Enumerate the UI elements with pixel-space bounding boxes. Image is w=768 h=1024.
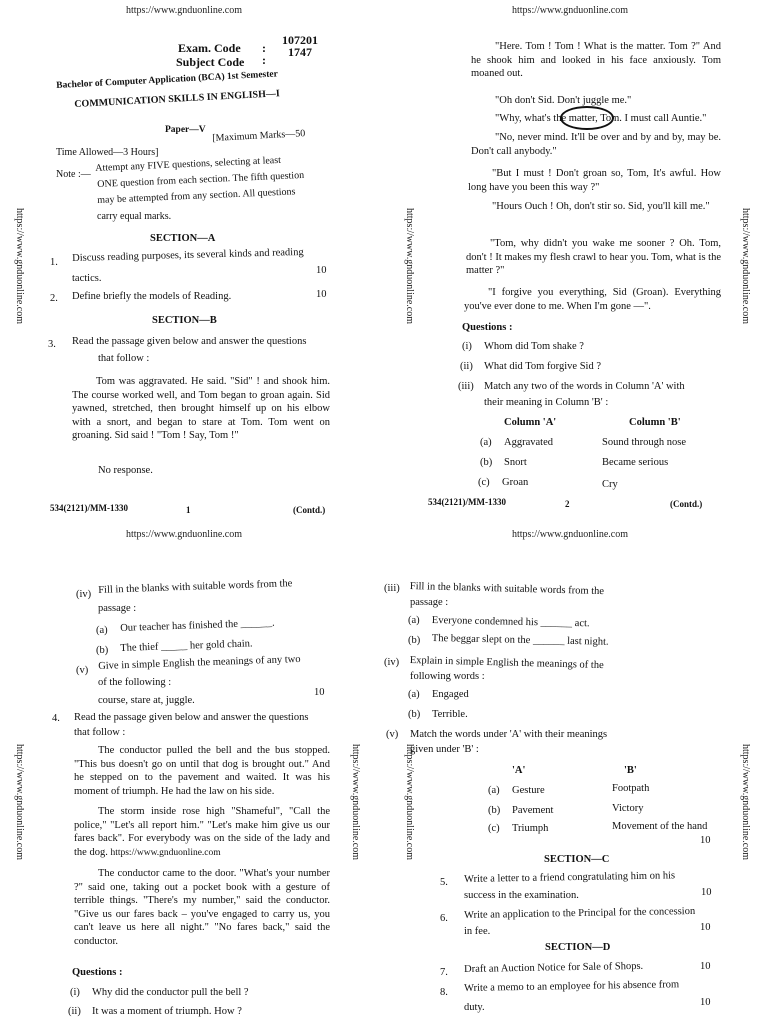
section-a-heading: SECTION—A <box>150 233 216 244</box>
match-a-label: (a) <box>488 785 500 796</box>
match-a-word: Aggravated <box>504 437 553 448</box>
qv-text-line-1: Give in simple English the meanings of any two <box>98 653 301 672</box>
column-b-heading: Column 'B' <box>629 417 681 428</box>
page-3 <box>0 520 384 1024</box>
match-c-meaning: Movement of the hand <box>612 821 708 832</box>
q7-number: 7. <box>440 967 448 978</box>
section-c-heading: SECTION—C <box>544 854 610 865</box>
q4-text-line-1: Read the passage given below and answer the questions <box>74 712 309 723</box>
q6-marks: 10 <box>700 922 711 933</box>
q5-number: 5. <box>440 877 448 888</box>
match-c-label: (c) <box>478 477 490 488</box>
qii-number: (ii) <box>68 1006 81 1017</box>
match-c-meaning: Cry <box>602 479 618 490</box>
footer-contd: (Contd.) <box>293 505 326 515</box>
passage-para-4: "No, never mind. It'll be over and by and by, may be. Don't call anybody." <box>471 132 721 157</box>
q1-text-line-2: tactics. <box>72 273 102 284</box>
qii-text: What did Tom forgive Sid ? <box>484 361 601 372</box>
page-url-top[interactable]: https://www.gnduonline.com <box>126 529 243 540</box>
page-url-side-right[interactable]: https://www.gnduonline.com <box>740 744 751 861</box>
q3-number: 3. <box>48 339 56 350</box>
page-url-top[interactable]: https://www.gnduonline.com <box>512 5 629 16</box>
page-url-side[interactable]: https://www.gnduonline.com <box>404 744 415 861</box>
q1-marks: 10 <box>316 265 327 276</box>
subject-code: 1747 <box>288 45 312 59</box>
paper-number: Paper—V <box>165 125 206 135</box>
q2-text: Define briefly the models of Reading. <box>72 291 232 302</box>
match-b-meaning: Became serious <box>602 457 669 468</box>
qiv-a-label: (a) <box>96 625 108 636</box>
page-url-side-right[interactable]: https://www.gnduonline.com <box>350 744 361 861</box>
qiv-b-text: The thief _____ her gold chain. <box>120 638 253 654</box>
qii-number: (ii) <box>460 361 473 372</box>
page-url-top[interactable]: https://www.gnduonline.com <box>512 529 629 540</box>
match-b-word: Pavement <box>512 805 554 816</box>
qiv-text-line-1: Fill in the blanks with suitable words from the <box>98 578 293 596</box>
note-line-2: ONE question from each section. The fifth question <box>97 169 305 190</box>
page-url-side[interactable]: https://www.gnduonline.com <box>14 744 25 861</box>
q2-number: 2. <box>50 293 58 304</box>
q5-text-line-1: Write a letter to a friend congratulating him on his <box>464 870 676 885</box>
qiii-a-text: Everyone condemned his ______ act. <box>431 614 590 630</box>
page-url-top[interactable]: https://www.gnduonline.com <box>126 5 243 16</box>
column-a-heading: Column 'A' <box>504 417 557 428</box>
note-line-4: carry equal marks. <box>97 211 172 222</box>
footer-code: 534(2121)/MM-1330 <box>428 497 506 507</box>
column-b-heading: 'B' <box>624 765 637 776</box>
note-line-1: Attempt any FIVE questions, selecting at least <box>95 154 282 174</box>
q4-text-line-2: that follow : <box>74 727 126 738</box>
qv-text-line-2: of the following : <box>98 677 172 688</box>
qiii-a-label: (a) <box>408 615 420 626</box>
q8-marks: 10 <box>700 997 711 1008</box>
qiii-text-line-1: Match any two of the words in Column 'A' with <box>484 381 685 392</box>
passage-para-2: "Oh don't Sid. Don't juggle me." <box>495 95 632 106</box>
qiv-text-line-1: Explain in simple English the meanings of the <box>409 654 604 672</box>
q3-text-line-2: that follow : <box>98 353 150 364</box>
course-title: COMMUNICATION SKILLS IN ENGLISH—I <box>74 88 281 110</box>
passage-para-1: "Here. Tom ! Tom ! What is the matter. Tom ?" And he shook him and looked in his face anxiously. Tom moaned out. <box>471 41 721 80</box>
qv-text-line-1: Match the words under 'A' with their meanings <box>410 729 608 740</box>
q5-marks: 10 <box>701 887 712 898</box>
match-a-meaning: Sound through nose <box>602 437 686 448</box>
qi-number: (i) <box>70 987 80 998</box>
qiii-b-label: (b) <box>408 635 421 646</box>
q7-marks: 10 <box>700 961 711 972</box>
q8-number: 8. <box>440 987 448 998</box>
qiv-a-label: (a) <box>408 689 420 700</box>
qiii-number: (iii) <box>458 381 474 392</box>
match-a-word: Gesture <box>512 785 545 796</box>
match-c-word: Triumph <box>512 823 549 834</box>
qi-text: Why did the conductor pull the bell ? <box>92 987 249 998</box>
q8-text-line-1: Write a memo to an employee for his absence from <box>464 979 680 994</box>
match-b-label: (b) <box>480 457 493 468</box>
footer-page-number: 1 <box>186 505 191 515</box>
qiv-b-text: Terrible. <box>432 709 468 720</box>
match-b-meaning: Victory <box>612 803 644 814</box>
exam-code-label: Exam. Code <box>178 41 241 55</box>
questions-label: Questions : <box>72 967 123 978</box>
qv-marks: 10 <box>314 687 325 698</box>
passage-para-8: "I forgive you everything, Sid (Groan). Everything you've ever done to me. When I'm gone —". <box>464 287 721 312</box>
qv-words: course, stare at, juggle. <box>98 695 195 706</box>
column-a-heading: 'A' <box>512 765 526 776</box>
qiii-text-line-2: their meaning in Column 'B' : <box>484 397 609 408</box>
qv-number: (v) <box>386 729 399 740</box>
section-b-heading: SECTION—B <box>152 315 217 326</box>
q8-text-line-2: duty. <box>464 1002 485 1013</box>
footer-code: 534(2121)/MM-1330 <box>50 503 128 513</box>
match-a-meaning: Footpath <box>612 783 650 794</box>
q6-number: 6. <box>440 913 448 924</box>
qv-marks: 10 <box>700 835 711 846</box>
qi-text: Whom did Tom shake ? <box>484 341 584 352</box>
qv-text-line-2: given under 'B' : <box>410 744 479 755</box>
section-d-heading: SECTION—D <box>545 942 611 953</box>
q1-number: 1. <box>50 257 58 268</box>
note-label: Note :— <box>56 169 91 180</box>
page-1: https://www.gnduonline.com https://www.gnduonline.com Exam. Code : 107201 Subject Code : 1747 Bachelor of Computer Application (BCA) 1st Semester COMMUNICATION SKILLS IN ENGLISH—I Paper—V Time Allowed—3 Hours] [Maximum Marks—50 Note :— Attempt any FIVE questions, selecting at least ONE question from each section. The fifth question may be attempted from any section. All questions carry equal marks. SECTION—A 1. Discuss reading purposes, its several kinds and reading tactics. 10 2. Define briefly the models of Reading. 10 SECTION—B 3. Read the passage given below and answer the questions that follow : Tom was aggravated. He said. "Sid" ! and shook him. The course worked well, and Tom began to groan again. Sid yawned, stretched, then brought himself up on his elbow with a snort, and began to stare at Tom. Tom went on groaning. Sid said ! "Tom ! Say, Tom !" No response. 534(2121)/MM-1330 1 (Contd.) <box>14 5 330 515</box>
qiv-number: (iv) <box>76 589 92 600</box>
qiv-text-line-2: following words : <box>410 671 485 682</box>
q4-passage-para-2: The storm inside rose high "Shameful", "Call the police," "Let's all report him." "Let's make him give us our fares back". For everybody was on the side of the lady and the dog. https://www.gnduonline.com <box>74 806 330 858</box>
footer-page-number: 2 <box>565 499 570 509</box>
page-2 <box>384 0 768 520</box>
pen-circle-mark <box>560 106 614 130</box>
q7-text: Draft an Auction Notice for Sale of Shops. <box>464 960 644 975</box>
passage-para-5: "But I must ! Don't groan so, Tom, It's awful. How long have you been this way ?" <box>468 168 721 193</box>
qi-number: (i) <box>462 341 472 352</box>
q3-passage-end: No response. <box>98 465 153 476</box>
page-url-side[interactable]: https://www.gnduonline.com <box>14 208 25 325</box>
q3-passage: Tom was aggravated. He said. "Sid" ! and shook him. The course worked well, and Tom began to groan again. Sid yawned, stretched, then brought himself up on his elbow with a snort, and began to stare at Tom. Tom went on groaning. Sid said ! "Tom ! Say, Tom !" <box>72 376 330 442</box>
match-c-word: Groan <box>502 477 529 488</box>
maximum-marks: [Maximum Marks—50 <box>212 128 306 144</box>
page-url-side-right[interactable]: https://www.gnduonline.com <box>740 208 751 325</box>
qiv-a-text: Engaged <box>432 689 469 700</box>
qiii-number: (iii) <box>384 583 400 594</box>
inline-url[interactable]: https://www.gnduonline.com <box>110 847 221 858</box>
page-4 <box>384 520 768 1024</box>
q2-marks: 10 <box>316 289 327 300</box>
match-a-label: (a) <box>480 437 492 448</box>
q6-text-line-1: Write an application to the Principal for the concession <box>464 905 696 921</box>
qiv-a-text: Our teacher has finished the ______. <box>120 617 275 634</box>
degree-title: Bachelor of Computer Application (BCA) 1st Semester <box>56 69 279 91</box>
match-b-label: (b) <box>488 805 501 816</box>
match-c-label: (c) <box>488 823 500 834</box>
passage-para-7: "Tom, why didn't you wake me sooner ? Oh. Tom, don't ! It makes my flesh crawl to hear you. Tom, what is the matter ?" <box>466 238 721 277</box>
qiii-text-line-1: Fill in the blanks with suitable words from the <box>409 580 605 598</box>
questions-label: Questions : <box>462 322 513 333</box>
passage-para-6: "Hours Ouch ! Oh, don't stir so. Sid, you'll kill me." <box>492 201 710 212</box>
qiv-b-label: (b) <box>408 709 421 720</box>
qiii-b-text: The beggar slept on the ______ last night. <box>431 632 609 648</box>
qiv-b-label: (b) <box>96 645 109 656</box>
page-url-side[interactable]: https://www.gnduonline.com <box>404 208 415 325</box>
note-line-3: may be attempted from any section. All questions <box>97 186 296 206</box>
qiv-text-line-2: passage : <box>98 603 137 614</box>
time-allowed: Time Allowed—3 Hours] <box>56 147 159 158</box>
q3-text-line-1: Read the passage given below and answer the questions <box>72 336 307 347</box>
footer-contd: (Contd.) <box>670 499 703 509</box>
qii-text: It was a moment of triumph. How ? <box>92 1006 242 1017</box>
match-b-word: Snort <box>504 457 527 468</box>
qiii-text-line-2: passage : <box>410 597 449 608</box>
exam-code: 107201 <box>282 33 318 47</box>
q5-text-line-2: success in the examination. <box>464 890 579 901</box>
subject-code-label: Subject Code <box>176 55 245 69</box>
q1-text-line-1: Discuss reading purposes, its several kinds and reading <box>72 246 304 264</box>
q4-number: 4. <box>52 713 60 724</box>
passage-para-3: "Why, what's the matter, Tom. I must call Auntie." <box>495 113 707 124</box>
q4-passage-para-1: The conductor pulled the bell and the bus stopped. "This bus doesn't go on until that dog is brought out." And he stepped on to the pavement and waited. It was his moment of triumph. He had the law on his side. <box>74 745 330 797</box>
q4-passage-para-3: The conductor came to the door. "What's your number ?" said one, taking out a pocket book with a gesture of terrible things. "There's my number," said the conductor. "Give us our fares back – you've engaged to carry us, you can't leave us here all night." "No fares back," said the conductor. <box>74 868 330 947</box>
qv-number: (v) <box>76 665 89 676</box>
q6-text-line-2: in fee. <box>464 926 491 937</box>
qiv-number: (iv) <box>384 657 400 668</box>
